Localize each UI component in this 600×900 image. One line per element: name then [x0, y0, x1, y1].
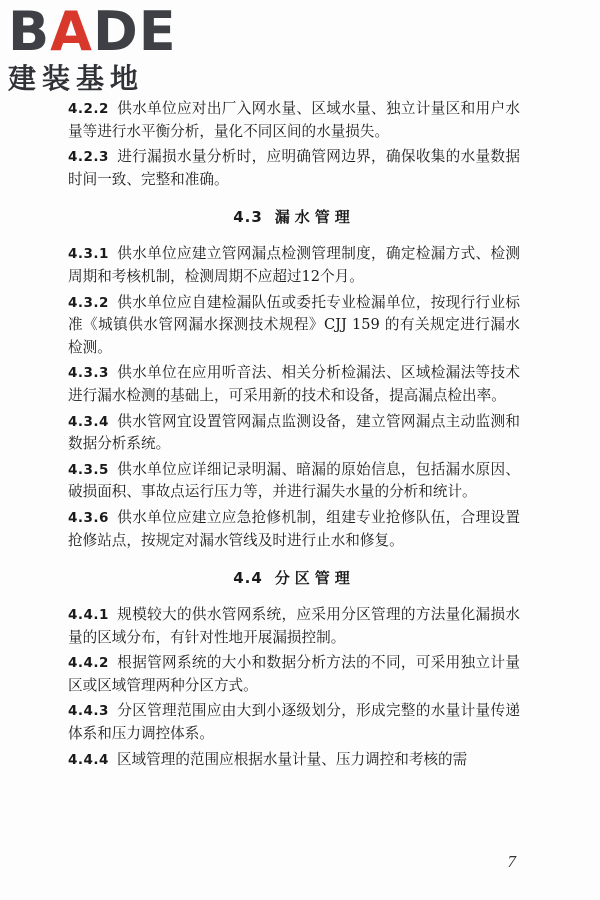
- section-title-text: 漏水管理: [274, 208, 355, 227]
- logo-letter-a: A: [50, 0, 93, 63]
- clause-paragraph: [68, 98, 520, 143]
- clause-paragraph: [68, 362, 520, 407]
- clause-text: 供水单位应自建检漏队伍或委托专业检漏单位，按现行行业标准《城镇供水管网漏水探测技术规程》CJJ 159 的有关规定进行漏水检测。: [68, 293, 520, 356]
- document-body: [68, 98, 520, 774]
- clause-paragraph: [68, 749, 520, 772]
- clause-number: 4.3.3: [68, 365, 109, 382]
- logo-wordmark: [8, 0, 178, 63]
- clause-number: 4.4.4: [68, 751, 109, 768]
- clause-list-4-2: [68, 98, 520, 191]
- clause-number: 4.3.4: [68, 413, 109, 430]
- clause-text: 供水单位应建立应急抢修机制，组建专业抢修队伍，合理设置抢修站点，按规定对漏水管线及时进行止水和修复。: [68, 508, 520, 549]
- clause-list-4-3: [68, 243, 520, 552]
- page-number: 7: [507, 852, 516, 871]
- clause-text: 供水单位应详细记录明漏、暗漏的原始信息，包括漏水原因、破损面积、事故点运行压力等，并进行漏失水量的分析和统计。: [68, 460, 520, 501]
- clause-number: 4.2.3: [68, 149, 109, 166]
- section-heading-4-4: [68, 566, 520, 590]
- clause-number: 4.3.1: [68, 246, 109, 263]
- clause-number: 4.4.2: [68, 655, 109, 672]
- section-heading-4-3: [68, 205, 520, 229]
- logo-letter-b: B: [8, 0, 51, 63]
- clause-paragraph: [68, 604, 520, 649]
- clause-number: 4.3.5: [68, 461, 109, 478]
- bade-logo: [8, 0, 178, 104]
- clause-text: 供水单位应对出厂入网水量、区域水量、独立计量区和用户水量等进行水平衡分析，量化不同区间的水量损失。: [68, 100, 520, 140]
- clause-number: 4.4.1: [68, 607, 109, 624]
- clause-number: 4.3.2: [68, 294, 109, 311]
- clause-paragraph: [68, 700, 520, 745]
- clause-number: 4.3.6: [68, 509, 109, 526]
- section-number: 4.4: [233, 569, 263, 588]
- clause-list-4-4: [68, 604, 520, 771]
- clause-text: 规模较大的供水管网系统，应采用分区管理的方法量化漏损水量的区域分布，有针对性地开展漏损控制。: [68, 606, 520, 646]
- clause-paragraph: [68, 146, 520, 191]
- clause-text: 根据管网系统的大小和数据分析方法的不同，可采用独立计量区或区域管理两种分区方式。: [68, 654, 520, 694]
- section-title-text: 分区管理: [274, 569, 355, 588]
- clause-paragraph: [68, 507, 520, 552]
- clause-paragraph: [68, 243, 520, 288]
- clause-text: 供水管网宜设置管网漏点监测设备，建立管网漏点主动监测和数据分析系统。: [68, 412, 520, 453]
- clause-text: 供水单位在应用听音法、相关分析检漏法、区域检漏法等技术进行漏水检测的基础上，可采用新的技术和设备，提高漏点检出率。: [68, 364, 520, 404]
- logo-letters-de: DE: [92, 0, 177, 63]
- clause-paragraph: [68, 459, 520, 504]
- section-number: 4.3: [233, 208, 263, 227]
- logo-subtitle: 建装基地: [8, 62, 145, 95]
- clause-paragraph: [68, 411, 520, 456]
- clause-text: 区域管理的范围应根据水量计量、压力调控和考核的需: [116, 750, 468, 768]
- clause-number: 4.4.3: [68, 703, 109, 720]
- clause-text: 供水单位应建立管网漏点检测管理制度，确定检漏方式、检测周期和考核机制，检测周期不应超过12个月。: [68, 245, 520, 285]
- clause-text: 分区管理范围应由大到小逐级划分，形成完整的水量计量传递体系和压力调控体系。: [68, 702, 520, 743]
- clause-paragraph: [68, 652, 520, 697]
- clause-number: 4.2.2: [68, 101, 109, 117]
- clause-text: 进行漏损水量分析时，应明确管网边界，确保收集的水量数据时间一致、完整和准确。: [68, 148, 520, 188]
- clause-paragraph: [68, 292, 520, 360]
